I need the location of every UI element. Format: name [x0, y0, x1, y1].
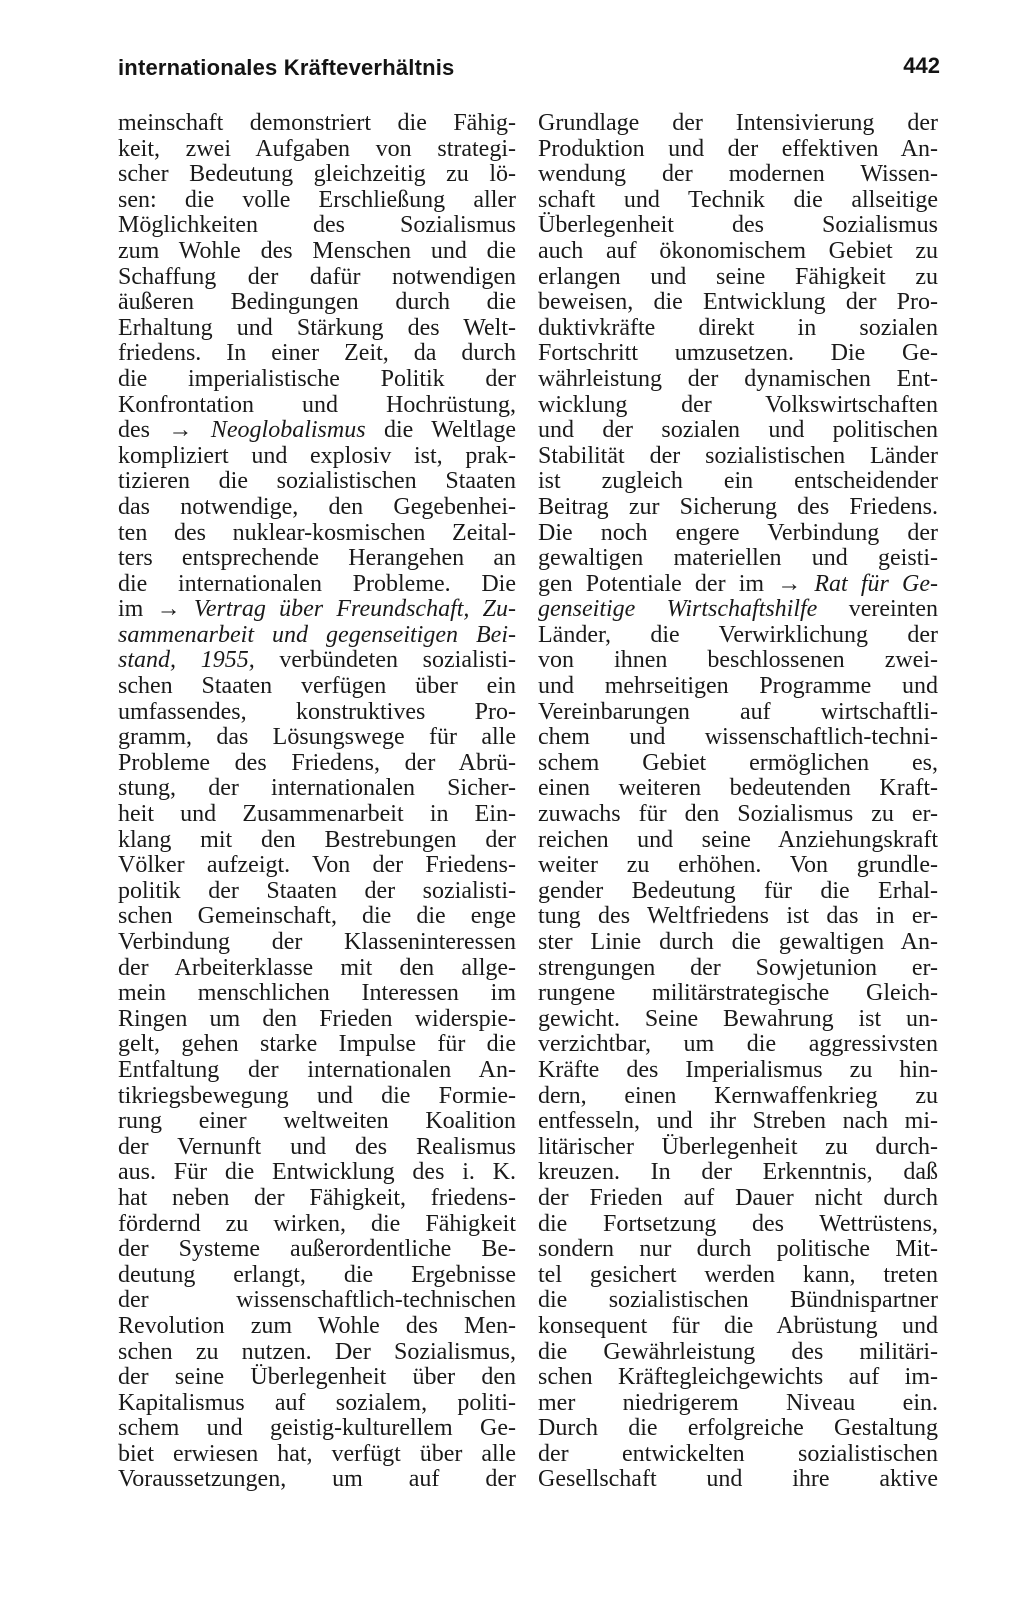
- text-line: Grundlage der Intensivierung der: [538, 110, 938, 136]
- text-line: schem Gebiet ermöglichen es,: [538, 749, 938, 776]
- text-line: der entwickelten sozialistischen: [538, 1440, 938, 1467]
- text-line: litärischer Überlegenheit zu durch-: [538, 1133, 938, 1160]
- text-line: die Gewährleistung des militäri-: [538, 1338, 938, 1365]
- text-line: stung, der internationalen Sicher-: [118, 775, 516, 802]
- text-line: gewaltigen materiellen und geisti-: [538, 545, 938, 572]
- text-line: [118, 623, 516, 649]
- text-line: beweisen, die Entwicklung der Pro-: [538, 289, 938, 316]
- text-line: stand, 1955, verbündeten sozialisti-: [118, 647, 517, 674]
- text-line: gen Potentiale der im → Rat für Ge-: [538, 570, 939, 597]
- text-line: Vereinbarungen auf wirtschaftli-: [538, 698, 938, 725]
- running-head: internationales Kräfteverhältnis: [118, 55, 455, 80]
- text-line: heit und Zusammenarbeit in Ein-: [118, 801, 516, 828]
- text-line: genseitige Wirtschaftshilfe vereinten: [538, 596, 938, 623]
- text-line: Völker aufzeigt. Von der Friedens-: [118, 852, 516, 879]
- text-line: entfesseln, und ihr Streben nach mi-: [538, 1108, 938, 1135]
- text-line: fördernd zu wirken, die Fähigkeit: [118, 1210, 516, 1237]
- text-line: die imperialistische Politik der: [118, 365, 516, 392]
- text-line: und mehrseitigen Programme und: [538, 673, 938, 700]
- cross-reference: sammenarbeit und gegenseitigen Bei-: [118, 621, 516, 648]
- cross-reference: genseitige Wirtschaftshilfe: [538, 596, 818, 623]
- text-line: aus. Für die Entwicklung des i. K.: [118, 1159, 516, 1186]
- text-line: gelt, gehen starke Impulse für die: [118, 1031, 516, 1058]
- text-line: äußeren Bedingungen durch die: [118, 289, 516, 316]
- text-line: Länder, die Verwirklichung der: [538, 621, 938, 648]
- text-line: Durch die erfolgreiche Gestaltung: [538, 1415, 938, 1442]
- text-line: zuwachs für den Sozialismus zu er-: [538, 801, 938, 828]
- text-line: die Fortsetzung des Wettrüstens,: [538, 1210, 938, 1237]
- text-line: weiter zu erhöhen. Von grundle-: [538, 852, 938, 879]
- text-line: Kapitalismus auf sozialem, politi-: [118, 1389, 516, 1416]
- text-line: schen Gemeinschaft, die die enge: [118, 903, 516, 930]
- text-line: konsequent für die Abrüstung und: [538, 1312, 938, 1339]
- text-line: rungene militärstrategische Gleich-: [538, 980, 938, 1007]
- text-line: Beitrag zur Sicherung des Friedens.: [538, 493, 938, 520]
- text-line: Voraussetzungen, um auf der: [118, 1466, 516, 1493]
- text-line: wicklung der Volkswirtschaften: [538, 391, 938, 418]
- page-number: 442: [903, 53, 940, 78]
- text-line: Konfrontation und Hochrüstung,: [118, 391, 516, 418]
- text-line: Verbindung der Klasseninteressen: [118, 929, 516, 955]
- text-line: kreuzen. In der Erkenntnis, daß: [538, 1159, 938, 1186]
- text-line: Kräfte des Imperialismus zu hin-: [538, 1056, 938, 1083]
- text-line: rung einer weltweiten Koalition: [118, 1108, 516, 1135]
- text-line: der Vernunft und des Realismus: [118, 1133, 516, 1160]
- text-line: im → Vertrag über Freundschaft, Zu-: [118, 596, 517, 623]
- text-line: strengungen der Sowjetunion er-: [538, 954, 938, 981]
- text-line: tel gesichert werden kann, treten: [538, 1261, 938, 1288]
- text-line: Die noch engere Verbindung der: [538, 519, 938, 546]
- text-line: friedens. In einer Zeit, da durch: [118, 340, 516, 367]
- text-line: verzichtbar, um die aggressivsten: [538, 1031, 938, 1058]
- text-line: umfassendes, konstruktives Pro-: [118, 698, 516, 725]
- text-line: scher Bedeutung gleichzeitig zu lö-: [118, 161, 516, 188]
- text-line: ist zugleich ein entscheidender: [538, 468, 938, 495]
- cross-reference: Vertrag über Freundschaft, Zu-: [193, 596, 517, 623]
- text-column-left: [118, 111, 516, 1493]
- text-line: Überlegenheit des Sozialismus: [538, 212, 938, 239]
- text-line: schem und geistig-kulturellem Ge-: [118, 1415, 516, 1442]
- text-line: schen Kräftegleichgewichts auf im-: [538, 1364, 938, 1391]
- cross-reference: stand, 1955,: [118, 647, 255, 674]
- text-line: die sozialistischen Bündnispartner: [538, 1287, 938, 1314]
- text-line: keit, zwei Aufgaben von strategi-: [118, 135, 516, 162]
- text-line: ters entsprechende Herangehen an: [118, 545, 516, 572]
- text-line: mein menschlichen Interessen im: [118, 980, 516, 1007]
- text-line: schen zu nutzen. Der Sozialismus,: [118, 1338, 516, 1365]
- text-line: erlangen und seine Fähigkeit zu: [538, 263, 938, 290]
- text-line: Gesellschaft und ihre aktive: [538, 1466, 938, 1493]
- text-line: der Systeme außerordentliche Be-: [118, 1236, 516, 1263]
- text-column-right: [538, 111, 938, 1493]
- text-line: Stabilität der sozialistischen Länder: [538, 442, 938, 469]
- text-line: Entfaltung der internationalen An-: [118, 1056, 516, 1083]
- text-line: der Frieden auf Dauer nicht durch: [538, 1184, 938, 1211]
- text-line: Möglichkeiten des Sozialismus: [118, 212, 516, 239]
- text-line: deutung erlangt, die Ergebnisse: [118, 1261, 516, 1288]
- text-line: und der sozialen und politischen: [538, 417, 938, 444]
- text-line: der Arbeiterklasse mit den allge-: [118, 954, 516, 981]
- text-line: Produktion und der effektiven An-: [538, 135, 938, 162]
- text-line: klang mit den Bestrebungen der: [118, 826, 516, 853]
- text-line: auch auf ökonomischem Gebiet zu: [538, 237, 938, 264]
- text-line: sen: die volle Erschließung aller: [118, 186, 516, 213]
- text-line: schaft und Technik die allseitige: [538, 186, 938, 213]
- text-line: tizieren die sozialistischen Staaten: [118, 468, 516, 495]
- text-line: der wissenschaftlich-technischen: [118, 1287, 516, 1314]
- text-line: ster Linie durch die gewaltigen An-: [538, 929, 938, 955]
- text-line: Erhaltung und Stärkung des Welt-: [118, 314, 516, 341]
- text-line: kompliziert und explosiv ist, prak-: [118, 442, 516, 469]
- text-line: dern, einen Kernwaffenkrieg zu: [538, 1082, 938, 1109]
- text-line: gramm, das Lösungswege für alle: [118, 724, 516, 751]
- text-line: politik der Staaten der sozialisti-: [118, 877, 516, 904]
- text-line: des → Neoglobalismus die Weltlage: [118, 417, 516, 444]
- text-line: das notwendige, den Gegebenhei-: [118, 493, 516, 520]
- text-line: reichen und seine Anziehungskraft: [538, 826, 938, 853]
- text-line: biet erwiesen hat, verfügt über alle: [118, 1440, 516, 1467]
- text-line: tikriegsbewegung und die Formie-: [118, 1082, 516, 1109]
- cross-reference: Rat für Ge-: [814, 570, 939, 597]
- text-line: Revolution zum Wohle des Men-: [118, 1312, 516, 1339]
- text-line: der seine Überlegenheit über den: [118, 1364, 516, 1391]
- text-line: schen Staaten verfügen über ein: [118, 673, 516, 700]
- text-line: Probleme des Friedens, der Abrü-: [118, 749, 516, 776]
- text-line: von ihnen beschlossenen zwei-: [538, 647, 938, 674]
- text-line: wendung der modernen Wissen-: [538, 161, 938, 188]
- text-line: die internationalen Probleme. Die: [118, 570, 516, 597]
- text-line: Ringen um den Frieden widerspie-: [118, 1005, 516, 1032]
- text-line: Fortschritt umzusetzen. Die Ge-: [538, 340, 938, 367]
- text-line: ten des nuklear-kosmischen Zeital-: [118, 519, 516, 546]
- text-line: hat neben der Fähigkeit, friedens-: [118, 1184, 516, 1211]
- text-line: zum Wohle des Menschen und die: [118, 237, 516, 264]
- text-line: einen weiteren bedeutenden Kraft-: [538, 775, 938, 802]
- text-line: tung des Weltfriedens ist das in er-: [538, 903, 938, 930]
- text-line: gender Bedeutung für die Erhal-: [538, 877, 938, 904]
- text-line: währleistung der dynamischen Ent-: [538, 365, 938, 392]
- text-line: sondern nur durch politische Mit-: [538, 1236, 938, 1263]
- text-line: mer niedrigerem Niveau ein.: [538, 1389, 938, 1416]
- text-line: chem und wissenschaftlich-techni-: [538, 724, 938, 751]
- cross-reference: Neoglobalismus: [210, 417, 366, 444]
- text-line: meinschaft demonstriert die Fähig-: [118, 110, 516, 136]
- text-line: Schaffung der dafür notwendigen: [118, 263, 516, 290]
- text-line: gewicht. Seine Bewahrung ist un-: [538, 1005, 938, 1032]
- text-line: duktivkräfte direkt in sozialen: [538, 314, 938, 341]
